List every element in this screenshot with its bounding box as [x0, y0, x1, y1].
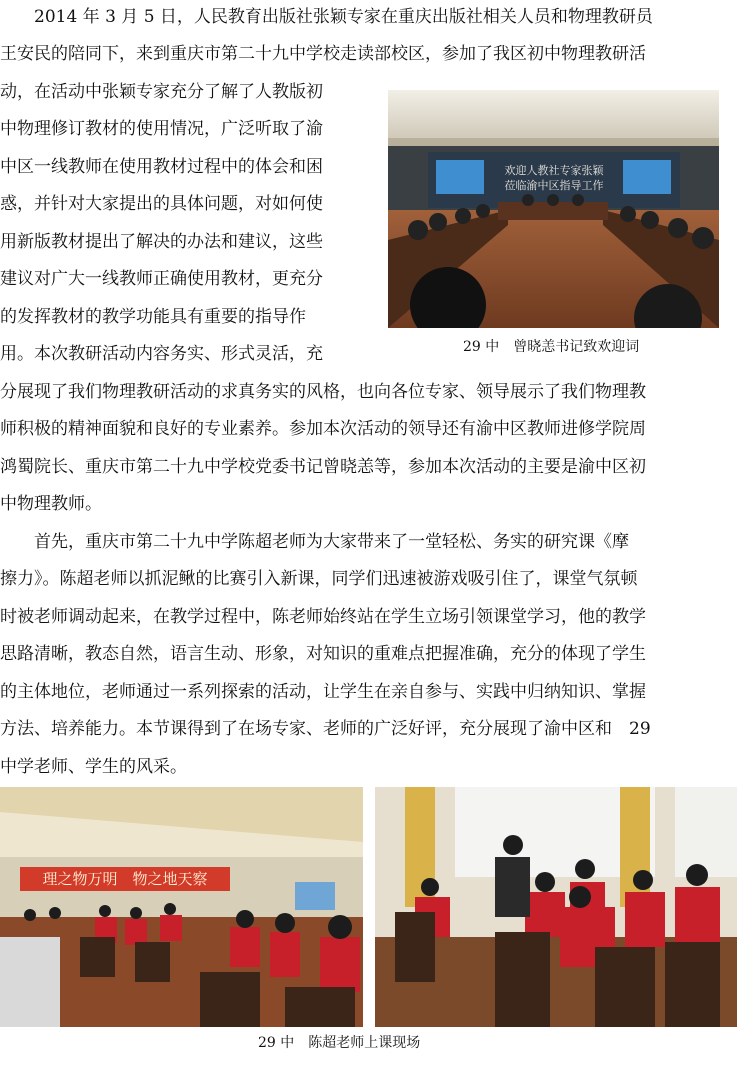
classroom-photo-close — [375, 787, 737, 1027]
text-line: 2014 年 3 月 5 日，人民教育出版社张颖专家在重庆出版社相关人员和物理教研员 — [0, 7, 653, 27]
classroom-photo-caption: 29 中 陈超老师上课现场 — [258, 1035, 421, 1051]
classroom-photo-wide — [0, 787, 363, 1027]
welcome-banner-line-1: 欢迎人教社专家张颖 — [504, 164, 604, 177]
text-line: 的发挥教材的教学功能具有重要的指导作 — [0, 307, 306, 327]
text-line: 中学老师、学生的风采。 — [0, 757, 187, 777]
text-line: 师积极的精神面貌和良好的专业素养。参加本次活动的领导还有渝中区教师进修学院周 — [0, 419, 646, 439]
text-line: 中物理修订教材的使用情况，广泛听取了渝 — [0, 119, 323, 139]
text-line: 思路清晰，教态自然，语言生动、形象，对知识的重难点把握准确，充分的体现了学生 — [0, 644, 646, 664]
text-line: 分展现了我们物理教研活动的求真务实的风格，也向各位专家、领导展示了我们物理教 — [0, 382, 646, 402]
text-line: 首先，重庆市第二十九中学陈超老师为大家带来了一堂轻松、务实的研究课《摩 — [0, 532, 629, 552]
text-line: 惑，并针对大家提出的具体问题，对如何使 — [0, 194, 323, 214]
classroom-banner: 理之物万明 物之地天察 — [42, 870, 208, 888]
text-line: 建议对广大一线教师正确使用教材，更充分 — [0, 269, 323, 289]
text-line: 方法、培养能力。本节课得到了在场专家、老师的广泛好评，充分展现了渝中区和 29 — [0, 719, 651, 739]
classroom-scene-wide — [0, 787, 363, 1027]
text-line: 用。本次教研活动内容务实、形式灵活，充 — [0, 344, 323, 364]
text-line: 中区一线教师在使用教材过程中的体会和困 — [0, 157, 323, 177]
classroom-scene-close — [375, 787, 737, 1027]
text-line: 中物理教师。 — [0, 494, 102, 514]
welcome-banner-line-2: 莅临渝中区指导工作 — [504, 179, 604, 192]
text-line: 鸿蜀院长、重庆市第二十九中学校党委书记曾晓恙等，参加本次活动的主要是渝中区初 — [0, 457, 646, 477]
meeting-photo-caption: 29 中 曾晓恙书记致欢迎词 — [463, 339, 640, 355]
meeting-scene — [388, 90, 719, 328]
text-line: 王安民的陪同下，来到重庆市第二十九中学校走读部校区，参加了我区初中物理教研活 — [0, 44, 646, 64]
text-line: 时被老师调动起来，在教学过程中，陈老师始终站在学生立场引领课堂学习，他的教学 — [0, 607, 646, 627]
meeting-photo — [388, 90, 719, 328]
text-line: 擦力》。陈超老师以抓泥鳅的比赛引入新课，同学们迅速被游戏吸引住了，课堂气氛顿 — [0, 569, 638, 589]
text-line: 的主体地位，老师通过一系列探索的活动，让学生在亲自参与、实践中归纳知识、掌握 — [0, 682, 646, 702]
text-line: 动，在活动中张颖专家充分了解了人教版初 — [0, 82, 323, 102]
text-line: 用新版教材提出了解决的办法和建议，这些 — [0, 232, 323, 252]
